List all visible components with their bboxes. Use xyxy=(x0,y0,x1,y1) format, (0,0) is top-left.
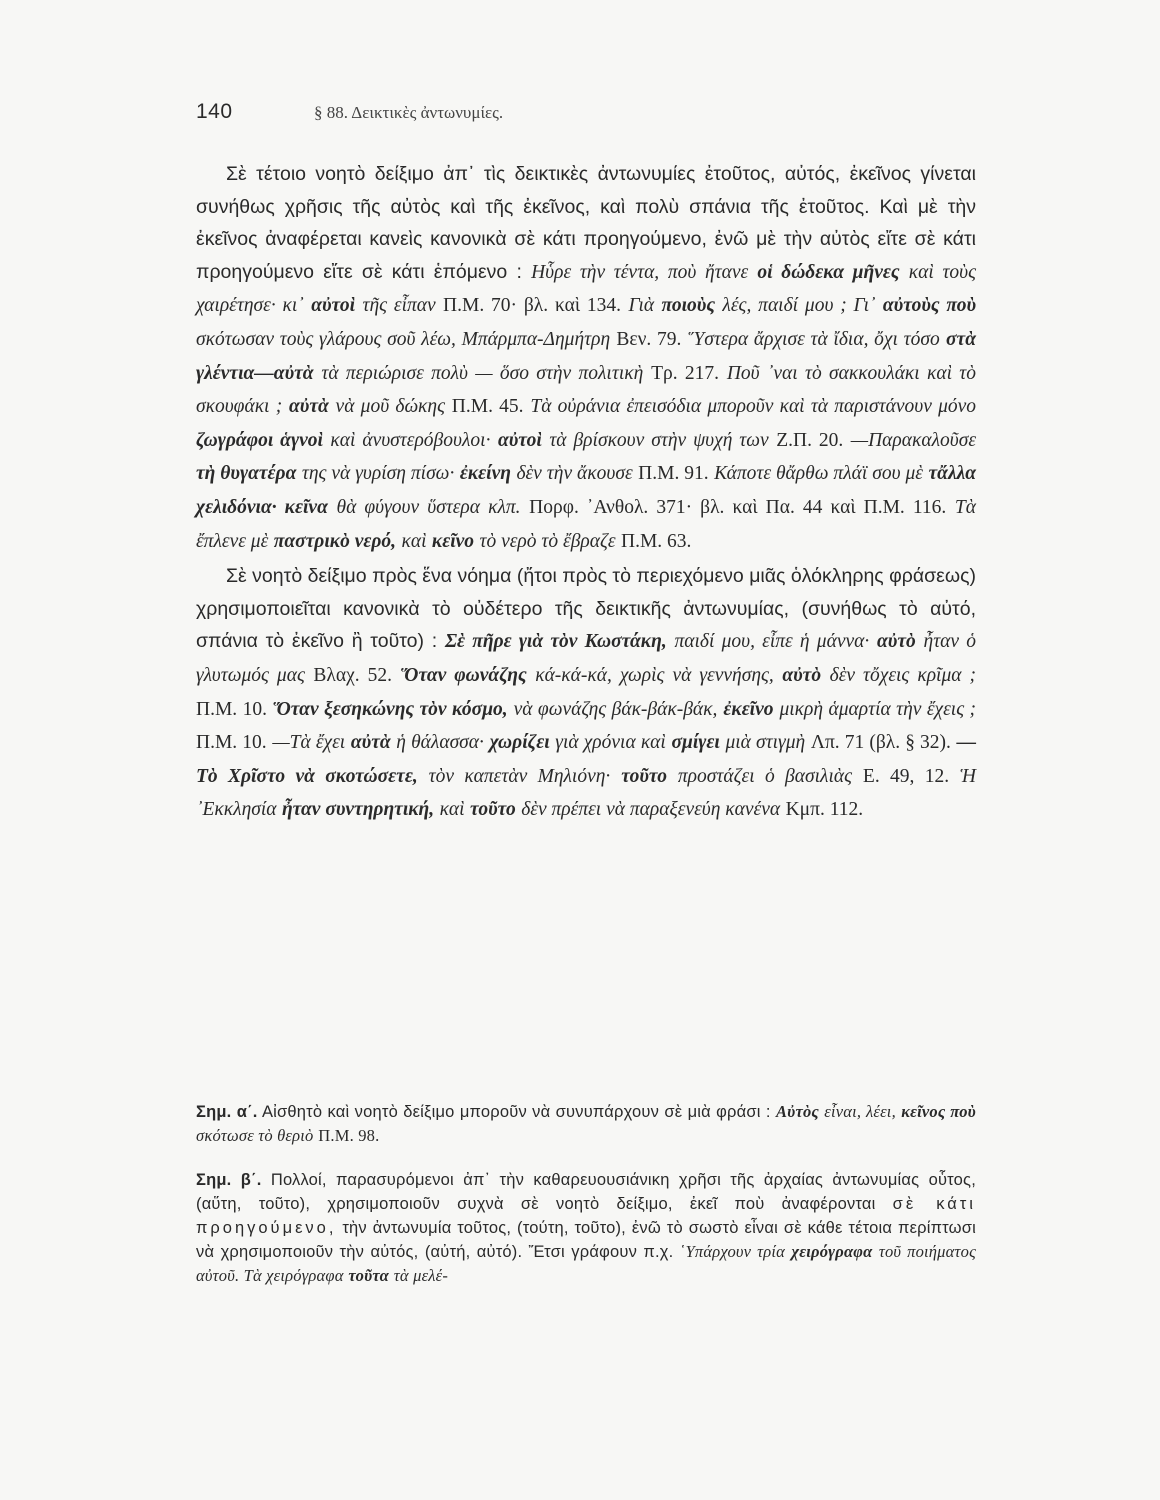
emphasis-text: ἐκεῖνο xyxy=(723,698,774,720)
page-header xyxy=(196,100,996,130)
example-text: εἶναι, λέει, xyxy=(824,1102,896,1121)
text-run: τὴν ἀντωνυμία τοῦτος, (τούτη, τοῦτο), ἐνῶ τὸ σωστὸ εἶναι σὲ κάθε τέτοια περίπτωσι νὰ χρησιμοποιοῦν τὴν αὐτός, (αὐτή, αὐτό). Ἔτσι γράφουν π.χ. xyxy=(196,1219,976,1261)
example-text: καὶ τοὺς χαιρέτησε· κι᾽ xyxy=(196,261,977,317)
emphasis-text: τὴ θυγατέρα xyxy=(196,463,297,485)
note-alpha xyxy=(196,1100,976,1148)
example-text: ἡ θάλασσα· xyxy=(396,732,484,754)
emphasis-text: —Τὸ Χρῖστο νὰ σκοτώσετε, xyxy=(196,732,977,787)
example-text: προστάζει ὁ βασιλιὰς xyxy=(677,765,853,787)
example-text: τὰ περιώρισε πολὺ — ὅσο στὴν πολιτικὴ xyxy=(321,362,644,384)
emphasis-text: αὐτὰ xyxy=(288,396,329,418)
example-text: σκότωσαν τοὺς γλάρους σοῦ λέω, Μπάρμπα-Δημήτρη xyxy=(196,328,611,350)
example-text: τοῦ ποιήματος αὐτοῦ. Τὰ χειρόγραφα xyxy=(196,1242,976,1285)
source-reference: Βλαχ. 52. xyxy=(313,664,392,686)
source-reference: Π.Μ. 70· βλ. καὶ 134. xyxy=(443,295,622,317)
source-reference: Τρ. 217. xyxy=(651,362,720,384)
emphasis-text: ἦταν συντηρητική, xyxy=(281,799,435,821)
emphasis-text: οἱ δώδεκα μῆνες xyxy=(757,261,900,283)
example-text: νὰ φωνάζης βάκ-βάκ-βάκ, xyxy=(513,698,718,720)
example-text: Γιὰ xyxy=(628,295,655,317)
text-run: Αἰσθητὸ καὶ νοητὸ δείξιμο μποροῦν νὰ συνυπάρχουν σὲ μιὰ φράσι : xyxy=(261,1103,771,1121)
emphasis-text: Σὲ πῆρε γιὰ τὸν Κωστάκη, xyxy=(444,631,667,653)
example-text: Κάποτε θἄρθω πλάϊ σου μὲ xyxy=(714,463,923,485)
example-text: καὶ xyxy=(401,530,427,552)
emphasis-text: χειρόγραφα xyxy=(791,1242,873,1261)
example-text: δὲν τὴν ἄκουσε xyxy=(516,463,633,485)
emphasis-text: σμίγει xyxy=(671,732,720,754)
source-reference: Βεν. 79. xyxy=(616,328,682,350)
emphasis-text: ποιοὺς xyxy=(661,295,716,317)
example-text: λές, παιδί μου ; Γι᾽ xyxy=(722,295,876,317)
emphasis-text: κεῖνο xyxy=(431,530,475,552)
source-reference: Ζ.Π. 20. xyxy=(776,429,844,451)
emphasis-text: παστρικὸ νερό, xyxy=(273,530,397,552)
page-number: 140 xyxy=(196,100,233,123)
source-reference: Πορφ. ᾽Ανθολ. 371· βλ. καὶ Πα. 44 καὶ Π.Μ. 116. xyxy=(529,496,947,518)
example-text: μικρὴ ἁμαρτία τὴν ἔχεις ; xyxy=(779,698,977,720)
emphasis-text: Αὐτὸς xyxy=(775,1102,819,1121)
example-text: της νὰ γυρίση πίσω· xyxy=(301,463,455,485)
source-reference: Λπ. 71 (βλ. § 32). xyxy=(810,732,951,754)
source-reference: Π.Μ. 10. xyxy=(196,732,267,754)
emphasis-text: ἐκείνη xyxy=(459,463,511,485)
example-text: Ηὗρε τὴν τέντα, ποὺ ἤτανε xyxy=(531,261,749,283)
example-text: θὰ φύγουν ὕστερα κλπ. xyxy=(336,496,521,518)
emphasis-text: Ὅταν φωνάζης xyxy=(400,664,527,686)
emphasis-text: αὐτοὺς ποὺ xyxy=(882,295,977,317)
emphasis-text: αὐτοὶ xyxy=(311,295,356,317)
emphasis-text: ζωγράφοι ἁγνοὶ xyxy=(196,429,323,451)
emphasis-text: Ὅταν ξεσηκώνης τὸν κόσμο, xyxy=(272,698,508,720)
example-text: νὰ μοῦ δώκης xyxy=(335,396,445,418)
example-text: —Παρακαλοῦσε xyxy=(850,429,977,451)
example-text: Ἡ ᾽Εκκλησία xyxy=(196,765,977,821)
emphasis-text: αὐτὸ xyxy=(782,664,822,686)
emphasis-text: τοῦτο xyxy=(621,765,668,787)
source-reference: Π.Μ. 91. xyxy=(638,463,709,485)
emphasis-text: αὐτὰ xyxy=(350,732,391,754)
paragraph-demonstratives xyxy=(196,158,976,558)
text-run: Σὲ νοητὸ δείξιμο πρὸς ἕνα νόημα (ἤτοι πρὸς τὸ περιεχόμενο μιᾶς ὁλόκληρης φράσεως) χρησιμοποιεῖται κανονικὰ τὸ οὐδέτερο τῆς δεικτικῆς ἀντωνυμίας, (συνήθως τὸ αὐτό, σπάνια τὸ ἐκεῖνο ἢ τοῦτο) : xyxy=(196,565,976,653)
paragraph-neuter-usage xyxy=(196,560,976,827)
example-text: τῆς εἶπαν xyxy=(362,295,436,317)
example-text: ἦταν ὁ γλυτωμός μας xyxy=(196,631,977,686)
source-reference: Π.Μ. 45. xyxy=(451,396,524,418)
example-text: δὲν πρέπει νὰ παραξενεύη κανένα xyxy=(521,799,781,821)
example-text: τὸ νερὸ τὸ ἔβραζε xyxy=(479,530,616,552)
example-text: τὰ μελέ- xyxy=(393,1266,449,1285)
emphasis-text: χωρίζει xyxy=(489,732,550,754)
note-label: Σημ. β΄. xyxy=(196,1171,262,1189)
running-head: § 88. Δεικτικὲς ἀντωνυμίες. xyxy=(314,103,504,122)
example-text: ῾Υπάρχουν τρία xyxy=(679,1242,786,1261)
example-text: Τὰ οὐράνια ἐπεισόδια μποροῦν καὶ τὰ παριστάνουν μόνο xyxy=(530,396,977,418)
example-text: καὶ xyxy=(439,799,465,821)
emphasis-text: αὐτοὶ xyxy=(497,429,542,451)
emphasis-text: τοῦτο xyxy=(470,799,516,821)
example-text: Ποῦ ᾽ναι τὸ σακκουλάκι καὶ τὸ σκουφάκι ; xyxy=(196,362,976,418)
example-text: γιὰ χρόνια καὶ xyxy=(555,732,666,754)
notes-section xyxy=(196,1100,976,1288)
example-text: Ὕστερα ἄρχισε τὰ ἴδια, ὄχι τόσο xyxy=(687,328,940,350)
example-text: δὲν τὄχεις κρῖμα ; xyxy=(829,664,976,686)
example-text: κά-κά-κά, χωρὶς νὰ γεννήσης, xyxy=(535,664,774,686)
source-reference: Κμπ. 112. xyxy=(785,799,864,821)
example-text: τὸν καπετὰν Μηλιόνη· xyxy=(428,765,611,787)
example-text: καὶ ἀνυστερόβουλοι· xyxy=(330,429,491,451)
text-run: Πολλοί, παρασυρόμενοι ἀπ᾽ τὴν καθαρευουσιάνικη χρῆσι τῆς ἀρχαίας ἀντωνυμίας οὗτος, (αὕτη, τοῦτο), χρησιμοποιοῦν συχνὰ σὲ νοητὸ δείξιμο, ἐκεῖ ποὺ ἀναφέρονται xyxy=(196,1171,976,1213)
example-text: —Τὰ ἔχει xyxy=(272,732,346,754)
example-text: Τὰ ἔπλενε μὲ xyxy=(196,496,976,552)
source-reference: Π.Μ. 10. xyxy=(196,698,267,720)
source-reference: Ε. 49, 12. xyxy=(862,765,950,787)
emphasis-text: αὐτὸ xyxy=(877,631,916,653)
emphasis-text: κεῖνος ποὺ xyxy=(901,1102,976,1121)
emphasis-text: στὰ γλέντια—αὐτὰ xyxy=(196,328,976,384)
emphasis-text: τἄλλα χελιδόνια· κεῖνα xyxy=(196,463,977,518)
emphasis-text: τοῦτα xyxy=(348,1266,389,1285)
example-text: σκότωσε τὸ θεριὸ xyxy=(196,1126,314,1145)
example-text: τὰ βρίσκουν στὴν ψυχή των xyxy=(549,429,769,451)
example-text: μιὰ στιγμὴ xyxy=(725,732,806,754)
text-run: Σὲ τέτοιο νοητὸ δείξιμο ἀπ᾽ τὶς δεικτικὲς ἀντωνυμίες ἐτοῦτος, αὐτός, ἐκεῖνος γίνεται συνήθως χρῆσις τῆς αὐτὸς καὶ τῆς ἐκεῖνος, καὶ πολὺ σπάνια τῆς ἐτοῦτος. Καὶ μὲ τὴν ἐκεῖνος ἀναφέρεται κανεὶς κανονικὰ σὲ κάτι προηγούμενο, ἐνῶ μὲ τὴν αὐτὸς εἴτε σὲ κάτι προηγούμενο εἴτε σὲ κάτι ἑπόμενο : xyxy=(196,163,976,283)
source-reference: Π.Μ. 63. xyxy=(621,530,692,552)
spaced-text: σὲ κάτι προηγούμενο, xyxy=(196,1195,976,1237)
example-text: παιδί μου, εἶπε ἡ μάννα· xyxy=(674,631,870,653)
source-reference: Π.Μ. 98. xyxy=(318,1126,380,1145)
note-label: Σημ. α΄. xyxy=(196,1103,258,1121)
main-text xyxy=(196,158,976,827)
note-beta xyxy=(196,1168,976,1288)
